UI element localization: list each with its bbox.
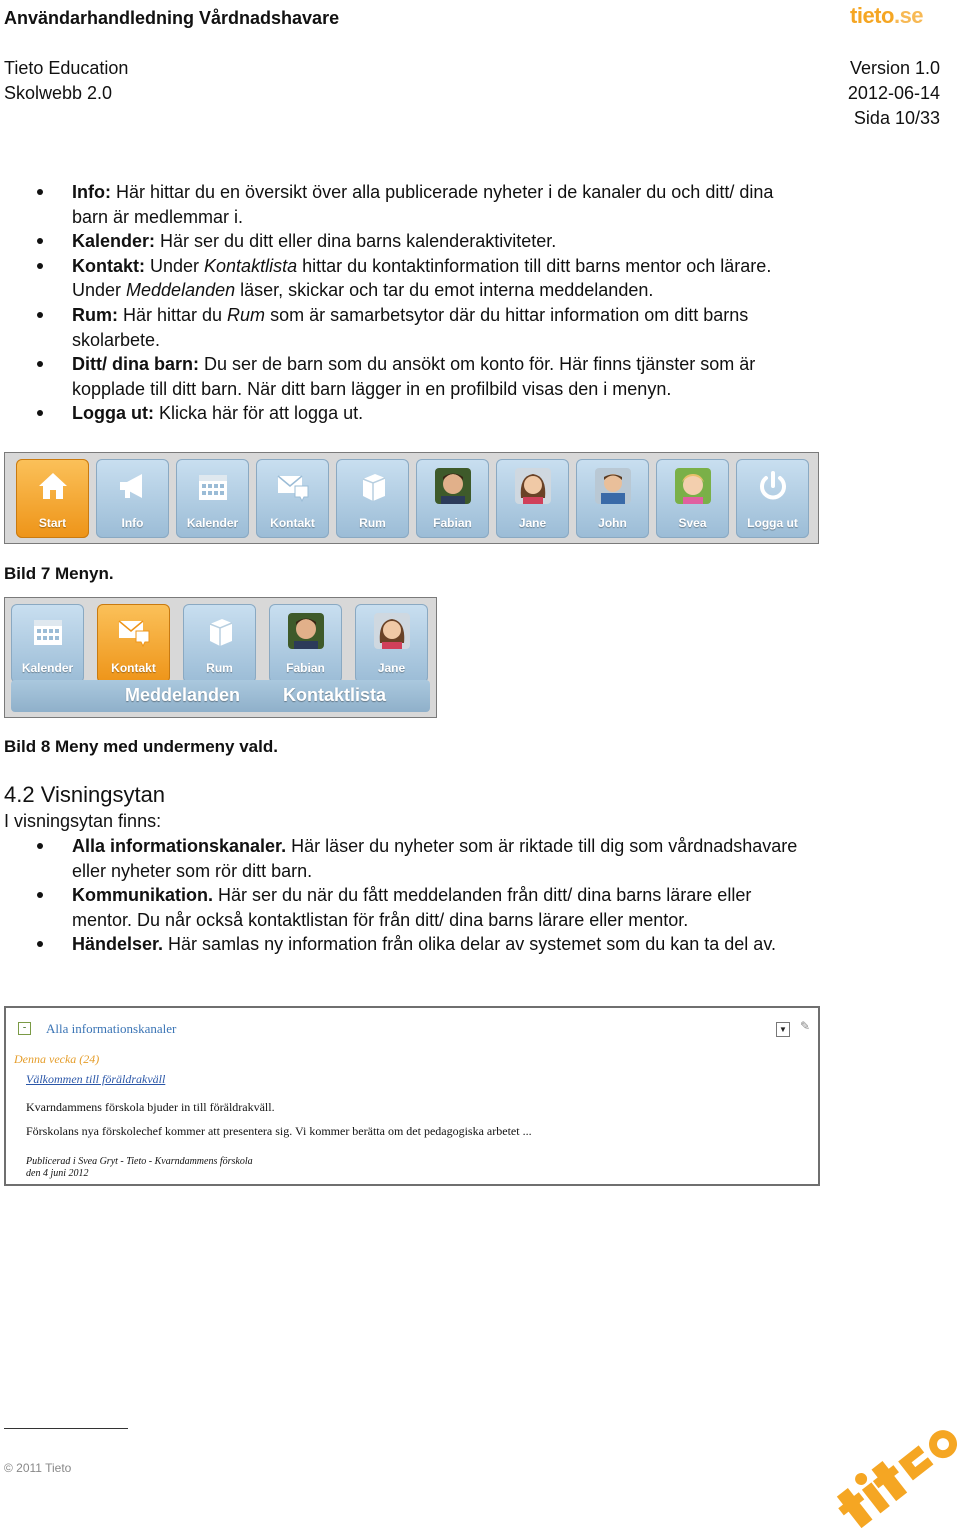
list-item: Kalender: Här ser du ditt eller dina barns kalenderaktiviteter. (0, 229, 812, 254)
list-item: Info: Här hittar du en översikt över alla publicerade nyheter i de kanaler du och ditt/ dina barn är medlemmar i. (0, 180, 812, 229)
section-intro: I visningsytan finns: (4, 811, 162, 831)
menu-tile-jane[interactable]: Jane (355, 604, 428, 683)
menu-tile-kalender[interactable]: Kalender (176, 459, 249, 538)
cube-icon (202, 613, 238, 649)
envelope-chat-icon (116, 613, 152, 649)
footer-divider (4, 1428, 128, 1429)
section-heading: 4.2 Visningsytan (4, 782, 166, 807)
tieto-logo: tieto.se (850, 3, 924, 28)
power-icon (755, 468, 791, 504)
avatar (435, 468, 471, 504)
menu-tile-kontakt[interactable]: Kontakt (256, 459, 329, 538)
tieto-watermark-logo (820, 1395, 960, 1533)
news-body: Förskolans nya förskolechef kommer att presentera sig. Vi kommer berätta om det pedagogiska arbetet ... (26, 1124, 532, 1138)
week-label: Denna vecka (24) (14, 1052, 100, 1066)
menu-description-list (0, 180, 812, 426)
submenu-item-meddelanden[interactable]: Meddelanden (125, 685, 241, 705)
calendar-icon (30, 613, 66, 649)
menu-tile-rum[interactable]: Rum (336, 459, 409, 538)
menu-tile-info[interactable]: Info (96, 459, 169, 538)
submenu-item-kontaktlista[interactable]: Kontaktlista (283, 685, 387, 705)
document-title: Användarhandledning Vårdnadshavare (4, 8, 340, 28)
list-item: Kontakt: Under Kontaktlista hittar du kontaktinformation till ditt barns mentor och lärare. Under Meddelanden läser, skickar och tar du emot interna meddelanden. (0, 254, 812, 303)
copyright: © 2011 Tieto (4, 1461, 72, 1475)
envelope-chat-icon (275, 468, 311, 504)
company-name: Tieto Education (4, 58, 129, 78)
menu-tile-logga-ut[interactable]: Logga ut (736, 459, 809, 538)
avatar (675, 468, 711, 504)
avatar (595, 468, 631, 504)
list-item: Alla informationskanaler. Här läser du nyheter som är riktade till dig som vårdnadshavare eller nyheter som rör ditt barn. (0, 834, 812, 883)
figure-caption: Bild 8 Meny med undermeny vald. (4, 737, 278, 756)
figure-caption: Bild 7 Menyn. (4, 564, 114, 583)
list-item: Händelser. Här samlas ny information från olika delar av systemet som du kan ta del av. (0, 932, 812, 957)
product-name: Skolwebb 2.0 (4, 83, 113, 103)
dropdown-arrow-icon[interactable]: ▼ (776, 1022, 790, 1037)
calendar-icon (195, 468, 231, 504)
avatar (515, 468, 551, 504)
date-label: 2012-06-14 (847, 83, 940, 103)
menu-tile-jane[interactable]: Jane (496, 459, 569, 538)
news-link[interactable]: Välkommen till föräldrakväll (26, 1072, 166, 1086)
display-area-list (0, 834, 812, 957)
megaphone-icon (115, 468, 151, 504)
list-item: Logga ut: Klicka här för att logga ut. (0, 401, 812, 426)
published-info: Publicerad i Svea Gryt - Tieto - Kvarndammens förskola den 4 juni 2012 (26, 1156, 253, 1179)
news-summary: Kvarndammens förskola bjuder in till föräldrakväll. (26, 1100, 275, 1114)
avatar (288, 613, 324, 649)
menu-tile-kalender[interactable]: Kalender (11, 604, 84, 683)
menu-tile-svea[interactable]: Svea (656, 459, 729, 538)
info-channels-panel (4, 1006, 820, 1186)
home-icon (35, 468, 71, 504)
collapse-button[interactable]: - (18, 1022, 31, 1035)
submenu-bar (4, 597, 437, 718)
pin-icon[interactable]: ✎ (799, 1019, 810, 1033)
cube-icon (355, 468, 391, 504)
version-label: Version 1.0 (849, 58, 940, 78)
menu-tile-fabian[interactable]: Fabian (416, 459, 489, 538)
list-item: Rum: Här hittar du Rum som är samarbetsytor där du hittar information om ditt barns skolarbete. (0, 303, 812, 352)
page-number: Sida 10/33 (853, 108, 940, 128)
main-menu-bar (4, 452, 819, 544)
menu-tile-start[interactable]: Start (16, 459, 89, 538)
menu-tile-fabian[interactable]: Fabian (269, 604, 342, 683)
avatar (374, 613, 410, 649)
list-item: Kommunikation. Här ser du när du fått meddelanden från ditt/ dina barns lärare eller mentor. Du når också kontaktlistan för från ditt/ dina barns lärare eller mentor. (0, 883, 812, 932)
menu-tile-john[interactable]: John (576, 459, 649, 538)
panel-title: Alla informationskanaler (46, 1021, 177, 1036)
menu-tile-kontakt[interactable]: Kontakt (97, 604, 170, 683)
list-item: Ditt/ dina barn: Du ser de barn som du ansökt om konto för. Här finns tjänster som är kopplade till ditt barn. När ditt barn lägger in en profilbild visas den i menyn. (0, 352, 812, 401)
submenu-strip (11, 680, 430, 712)
menu-tile-rum[interactable]: Rum (183, 604, 256, 683)
